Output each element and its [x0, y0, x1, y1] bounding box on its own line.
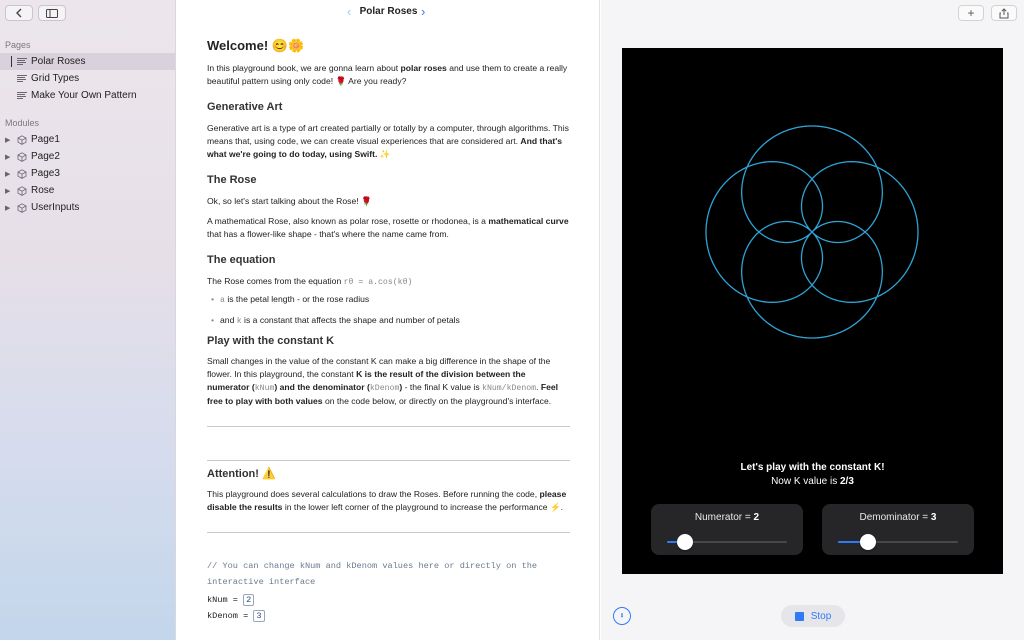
- back-button[interactable]: [5, 5, 33, 21]
- sidebar-item-label: Page1: [31, 134, 60, 145]
- kdenom-value-field[interactable]: 3: [253, 610, 264, 622]
- sidebar-item-make-your-own-pattern[interactable]: [0, 87, 175, 104]
- next-page-button[interactable]: ›: [421, 4, 426, 19]
- module-icon: [17, 186, 27, 196]
- plus-icon: +: [967, 6, 975, 20]
- sidebar-toolbar: [5, 5, 66, 21]
- disclosure-triangle-icon[interactable]: ▶: [5, 136, 11, 144]
- caption-title: Let's play with the constant K!: [740, 462, 885, 473]
- stop-button[interactable]: [781, 605, 845, 627]
- list-item: • a is the petal length - or the rose radius: [211, 294, 370, 305]
- chevron-left-icon: [15, 8, 23, 18]
- stop-button-label: Stop: [810, 610, 832, 622]
- sidebar-item-page2[interactable]: [0, 148, 175, 165]
- disclosure-triangle-icon[interactable]: ▶: [5, 187, 11, 195]
- slider-thumb[interactable]: [860, 534, 876, 550]
- divider: [207, 532, 570, 533]
- equation-heading: The equation: [207, 254, 276, 266]
- module-icon: [17, 152, 27, 162]
- text-cursor: [11, 56, 12, 67]
- equation-paragraph: The Rose comes from the equation rθ = a.cos(kθ): [207, 276, 413, 287]
- generative-art-heading: Generative Art: [207, 101, 283, 113]
- play-paragraph: Small changes in the value of the constant K can make a big difference in the shape of the flower. In this playground, the constant K is the result of the division between the numerator (kNum) and the denominator (kDenom) - the final K value is kNum/kDenom. Feel free to play with both values on the code below, or directly on the playground's interface.: [207, 356, 559, 406]
- editor-pane: [177, 0, 600, 640]
- sidebar-item-label: Grid Types: [31, 73, 80, 84]
- generative-art-paragraph: Generative art is a type of art created partially or totally by a computer, through algorithms. This means that, using code, we can create visual experiences that are considered art. And that's what we're going to do today, using Swift. ✨: [207, 123, 569, 159]
- divider: [207, 460, 570, 461]
- denominator-label: Demominator = 3: [859, 512, 937, 523]
- page-title: Polar Roses: [359, 6, 418, 17]
- the-rose-heading: The Rose: [207, 174, 257, 186]
- rose-intro-paragraph: Ok, so let's start talking about the Rose! 🌹: [207, 196, 372, 206]
- page-icon: [17, 75, 27, 83]
- live-view-canvas[interactable]: [622, 48, 1003, 574]
- denominator-control: [822, 504, 974, 555]
- slider-thumb[interactable]: [677, 534, 693, 550]
- sidebar-item-label: Page3: [31, 168, 60, 179]
- page-icon: [17, 92, 27, 100]
- welcome-heading: Welcome! 😊🌼: [207, 38, 305, 53]
- pages-section-header: Pages: [5, 40, 31, 50]
- sidebar-item-page3[interactable]: [0, 165, 175, 182]
- sidebar-item-rose[interactable]: [0, 182, 175, 199]
- polar-rose-drawing: [622, 48, 1003, 574]
- kdenom-code-line: kDenom = 3: [207, 610, 265, 622]
- sidebar-item-label: Polar Roses: [31, 56, 86, 67]
- share-icon: [999, 8, 1009, 19]
- knum-value-field[interactable]: 2: [243, 594, 254, 606]
- stop-icon: [795, 612, 804, 621]
- sidebar-item-userinputs[interactable]: [0, 199, 175, 216]
- rose-definition-paragraph: A mathematical Rose, also known as polar rose, rosette or rhodonea, is a mathematical curve that has a flower-like shape - that's where the name came from.: [207, 216, 569, 239]
- numerator-label: Numerator = 2: [694, 512, 760, 523]
- k-value-caption: Now K value is 2/3: [771, 476, 854, 487]
- module-icon: [17, 203, 27, 213]
- list-item: • and k is a constant that affects the shape and number of petals: [211, 315, 460, 326]
- live-view-pane: [601, 0, 1024, 640]
- results-toggle-button[interactable]: [613, 607, 631, 625]
- attention-heading: Attention! ⚠️: [207, 468, 276, 480]
- divider: [207, 426, 570, 427]
- attention-paragraph: This playground does several calculations to draw the Roses. Before running the code, please disable the results in the lower left corner of the playground to increase the performance ⚡.: [207, 489, 567, 512]
- denominator-slider[interactable]: [838, 541, 958, 543]
- previous-page-button[interactable]: ‹: [347, 4, 352, 19]
- sidebar-item-label: UserInputs: [31, 202, 80, 213]
- sidebar-item-label: Rose: [31, 185, 55, 196]
- intro-paragraph: In this playground book, we are gonna learn about polar roses and use them to create a really beautiful pattern using only code! 🌹 Are you ready?: [207, 63, 568, 86]
- modules-section-header: Modules: [5, 118, 40, 128]
- rose-curve: [706, 126, 918, 338]
- sidebar-item-grid-types[interactable]: [0, 70, 175, 87]
- disclosure-triangle-icon[interactable]: ▶: [5, 153, 11, 161]
- code-comment: // You can change kNum and kDenom values here or directly on the: [207, 561, 538, 571]
- toggle-sidebar-button[interactable]: [38, 5, 66, 21]
- play-heading: Play with the constant K: [207, 335, 335, 347]
- sidebar-icon: [46, 9, 58, 18]
- navigator-sidebar: [0, 0, 176, 640]
- sidebar-item-polar-roses[interactable]: [0, 53, 175, 70]
- disclosure-triangle-icon[interactable]: ▶: [5, 204, 11, 212]
- numerator-control: [651, 504, 803, 555]
- knum-code-line: kNum = 2: [207, 594, 254, 606]
- sidebar-item-label: Make Your Own Pattern: [31, 90, 137, 101]
- add-button[interactable]: [958, 5, 984, 21]
- code-comment: interactive interface: [207, 577, 316, 587]
- gauge-icon: [617, 611, 627, 621]
- sidebar-item-label: Page2: [31, 151, 60, 162]
- sidebar-item-page1[interactable]: [0, 131, 175, 148]
- module-icon: [17, 135, 27, 145]
- numerator-slider[interactable]: [667, 541, 787, 543]
- disclosure-triangle-icon[interactable]: ▶: [5, 170, 11, 178]
- page-icon: [17, 58, 27, 66]
- share-button[interactable]: [991, 5, 1017, 21]
- module-icon: [17, 169, 27, 179]
